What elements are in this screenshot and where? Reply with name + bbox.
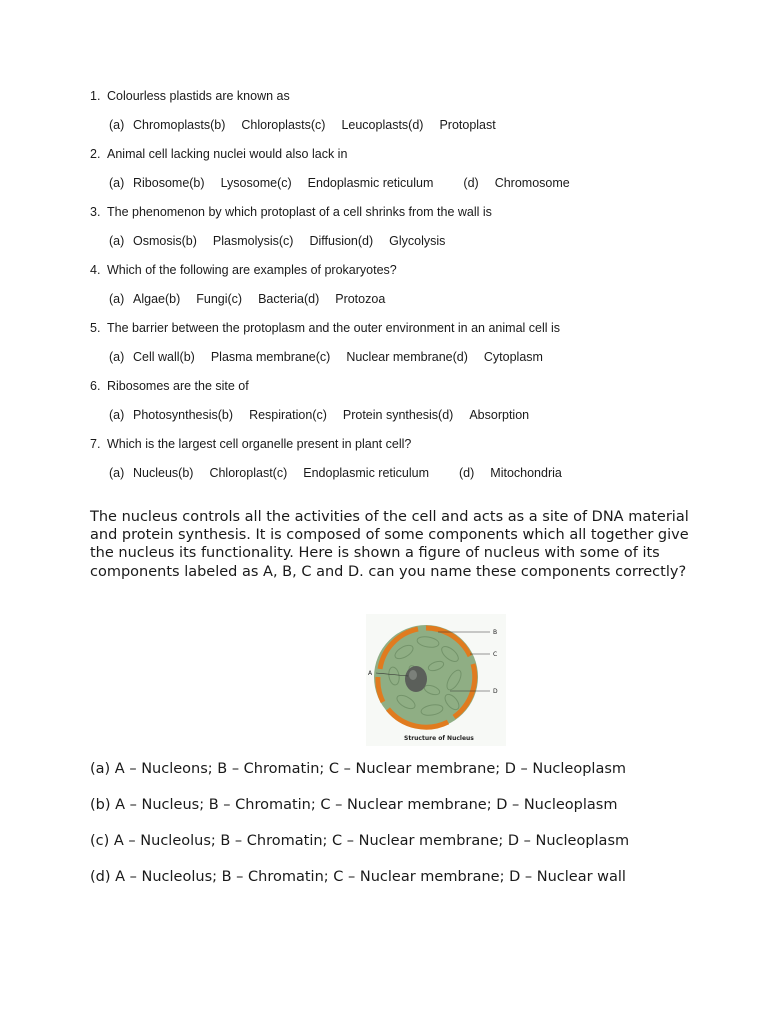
option: Leucoplasts(d) xyxy=(341,118,424,132)
option: Plasma membrane(c) xyxy=(210,350,331,364)
question-text xyxy=(90,204,710,220)
option: Plasmolysis(c) xyxy=(212,234,294,248)
option: Photosynthesis(b) xyxy=(133,408,234,422)
question-list xyxy=(90,88,710,494)
question-stem: The phenomenon by which protoplast of a cell shrinks from the wall is xyxy=(107,205,492,219)
option: Cytoplasm xyxy=(483,350,543,364)
option: Chromosome xyxy=(494,176,570,190)
answer-option-b: (b) A – Nucleus; B – Chromatin; C – Nuclear membrane; D – Nucleoplasm xyxy=(90,797,618,813)
option: Lysosome(c) xyxy=(220,176,292,190)
option: (d) xyxy=(459,466,475,480)
nucleus-diagram xyxy=(366,614,506,746)
label-d: D xyxy=(493,688,498,695)
option: Nucleus(b) xyxy=(133,466,194,480)
option-row xyxy=(109,291,710,307)
option: Diffusion(d) xyxy=(309,234,374,248)
answer-options xyxy=(90,760,730,904)
option-label: (a) xyxy=(109,350,125,364)
question-number: 1. xyxy=(90,89,101,103)
option: Protoplast xyxy=(439,118,496,132)
label-b: B xyxy=(493,629,498,636)
question-6 xyxy=(90,378,710,423)
question-text xyxy=(90,146,710,162)
option: Cell wall(b) xyxy=(133,350,195,364)
option-row xyxy=(109,175,710,191)
option: Chromoplasts(b) xyxy=(133,118,226,132)
question-text xyxy=(90,436,710,452)
question-stem: Ribosomes are the site of xyxy=(107,379,249,393)
question-1 xyxy=(90,88,710,133)
option: (d) xyxy=(463,176,479,190)
question-stem: Animal cell lacking nuclei would also lack in xyxy=(107,147,348,161)
question-stem: Which of the following are examples of prokaryotes? xyxy=(107,263,397,277)
nucleolus xyxy=(405,666,427,692)
option: Ribosome(b) xyxy=(133,176,205,190)
question-text xyxy=(90,262,710,278)
option: Osmosis(b) xyxy=(133,234,197,248)
option: Endoplasmic reticulum xyxy=(303,466,429,480)
question-stem: The barrier between the protoplasm and the outer environment in an animal cell is xyxy=(107,321,561,335)
option: Algae(b) xyxy=(133,292,181,306)
option-row xyxy=(109,117,710,133)
question-number: 5. xyxy=(90,321,101,335)
question-text xyxy=(90,88,710,104)
option: Protein synthesis(d) xyxy=(342,408,454,422)
option-label: (a) xyxy=(109,292,125,306)
question-number: 3. xyxy=(90,205,101,219)
question-number: 2. xyxy=(90,147,101,161)
label-a: A xyxy=(368,670,373,677)
option-label: (a) xyxy=(109,118,125,132)
question-7 xyxy=(90,436,710,481)
option-row xyxy=(109,465,710,481)
option: Chloroplasts(c) xyxy=(241,118,326,132)
option-label: (a) xyxy=(109,234,125,248)
option: Fungi(c) xyxy=(196,292,243,306)
option-row xyxy=(109,233,710,249)
question-text xyxy=(90,320,710,336)
option: Absorption xyxy=(469,408,530,422)
question-number: 4. xyxy=(90,263,101,277)
option-label: (a) xyxy=(109,466,125,480)
label-c: C xyxy=(493,651,498,658)
option: Mitochondria xyxy=(490,466,562,480)
question-5 xyxy=(90,320,710,365)
option: Chloroplast(c) xyxy=(209,466,288,480)
answer-option-d: (d) A – Nucleolus; B – Chromatin; C – Nuclear membrane; D – Nuclear wall xyxy=(90,869,626,885)
option-row xyxy=(109,407,710,423)
question-number: 7. xyxy=(90,437,101,451)
answer-option-a: (a) A – Nucleons; B – Chromatin; C – Nuclear membrane; D – Nucleoplasm xyxy=(90,761,627,777)
option: Bacteria(d) xyxy=(258,292,320,306)
option: Endoplasmic reticulum xyxy=(307,176,434,190)
option-label: (a) xyxy=(109,408,125,422)
nucleus-figure xyxy=(366,614,506,746)
question-3 xyxy=(90,204,710,249)
question-number: 6. xyxy=(90,379,101,393)
option: Respiration(c) xyxy=(249,408,327,422)
answer-option-c: (c) A – Nucleolus; B – Chromatin; C – Nuclear membrane; D – Nucleoplasm xyxy=(90,833,630,849)
option-row xyxy=(109,349,710,365)
nucleolus-highlight xyxy=(409,670,417,680)
figure-caption: Structure of Nucleus xyxy=(404,735,474,742)
option: Nuclear membrane(d) xyxy=(346,350,468,364)
nucleus-paragraph: The nucleus controls all the activities of the cell and acts as a site of DNA material and protein synthesis. It is composed of some components which all together give the nucleus its functionality. Here is shown a figure of nucleus with some of its components labeled as A, B, C and D. can you name these components correctly? xyxy=(90,509,689,580)
question-2 xyxy=(90,146,710,191)
question-4 xyxy=(90,262,710,307)
question-stem: Which is the largest cell organelle present in plant cell? xyxy=(107,437,412,451)
question-stem: Colourless plastids are known as xyxy=(107,89,290,103)
option-label: (a) xyxy=(109,176,125,190)
option: Glycolysis xyxy=(389,234,446,248)
question-text xyxy=(90,378,710,394)
option: Protozoa xyxy=(335,292,386,306)
